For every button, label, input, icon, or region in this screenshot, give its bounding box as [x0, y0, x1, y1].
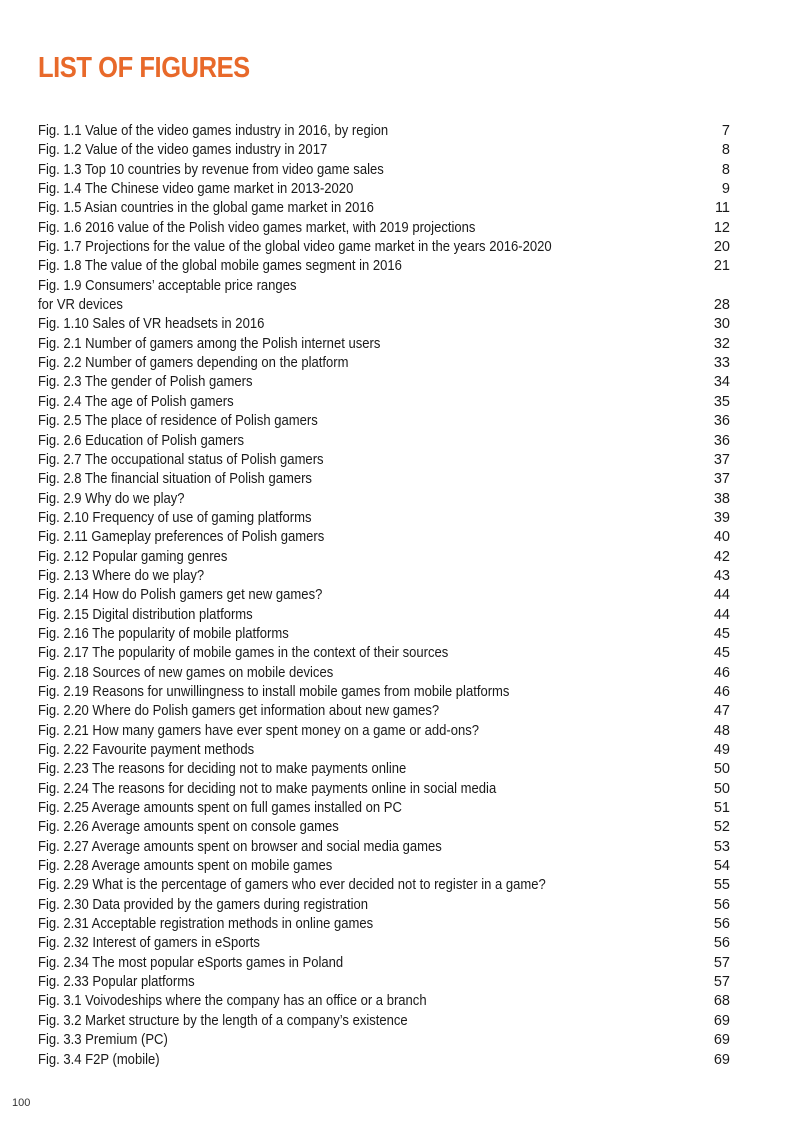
figure-page-number: 53	[713, 838, 730, 855]
figure-entry[interactable]	[38, 509, 730, 528]
figure-entry[interactable]	[38, 741, 730, 760]
figure-page-number: 48	[713, 722, 730, 739]
figure-entry[interactable]	[38, 799, 730, 818]
figure-entry[interactable]	[38, 1031, 730, 1050]
figure-entry[interactable]	[38, 199, 730, 218]
figure-title: Fig. 1.10 Sales of VR headsets in 2016	[38, 316, 265, 333]
figure-entry[interactable]	[38, 490, 730, 509]
figure-page-number: 38	[713, 490, 730, 507]
figure-title: Fig. 2.5 The place of residence of Polish gamers	[38, 413, 318, 430]
figure-entry[interactable]	[38, 548, 730, 567]
figure-entry[interactable]	[38, 412, 730, 431]
figure-title: Fig. 2.15 Digital distribution platforms	[38, 606, 253, 623]
figure-title: Fig. 2.33 Popular platforms	[38, 974, 195, 991]
figure-title: Fig. 2.21 How many gamers have ever spent money on a game or add-ons?	[38, 722, 480, 739]
figure-entry[interactable]	[38, 915, 730, 934]
figure-page-number: 54	[713, 858, 730, 875]
figure-page-number: 28	[713, 297, 730, 314]
figure-title: Fig. 2.29 What is the percentage of gamers who ever decided not to register in a game?	[38, 877, 546, 894]
figure-page-number: 11	[714, 200, 730, 217]
figure-page-number: 8	[721, 142, 730, 159]
figure-title: Fig. 1.3 Top 10 countries by revenue from video game sales	[38, 161, 384, 178]
figure-title: Fig. 1.2 Value of the video games industry in 2017	[38, 142, 328, 159]
figure-page-number: 21	[713, 258, 730, 275]
figure-page-number: 55	[713, 877, 730, 894]
figure-entry[interactable]	[38, 722, 730, 741]
figure-page-number: 12	[713, 219, 730, 236]
figure-entry[interactable]	[38, 760, 730, 779]
figure-entry[interactable]	[38, 373, 730, 392]
figure-entry[interactable]	[38, 238, 730, 257]
figure-title: Fig. 1.5 Asian countries in the global game market in 2016	[38, 200, 374, 217]
figure-entry[interactable]	[38, 528, 730, 547]
figure-title: Fig. 2.23 The reasons for deciding not to make payments online	[38, 761, 407, 778]
figure-title: Fig. 2.1 Number of gamers among the Polish internet users	[38, 335, 381, 352]
figure-page-number: 33	[713, 355, 730, 372]
figure-title: Fig. 2.14 How do Polish gamers get new games?	[38, 587, 323, 604]
figure-entry[interactable]	[38, 451, 730, 470]
figure-title: Fig. 2.13 Where do we play?	[38, 567, 205, 584]
figure-title: Fig. 3.2 Market structure by the length of a company’s existence	[38, 1012, 408, 1029]
figure-title: Fig. 2.32 Interest of gamers in eSports	[38, 935, 260, 952]
figure-title: Fig. 2.18 Sources of new games on mobile devices	[38, 664, 334, 681]
figure-entry[interactable]	[38, 625, 730, 644]
figure-page-number: 46	[713, 664, 730, 681]
figure-entry[interactable]	[38, 702, 730, 721]
figure-entry[interactable]	[38, 586, 730, 605]
figure-entry[interactable]	[38, 1051, 730, 1070]
figure-entry[interactable]	[38, 606, 730, 625]
figure-entry[interactable]	[38, 934, 730, 953]
figure-title: Fig. 2.3 The gender of Polish gamers	[38, 374, 253, 391]
figure-page-number: 32	[713, 335, 730, 352]
figure-page-number: 69	[713, 1051, 730, 1068]
figure-entry[interactable]	[38, 838, 730, 857]
figure-entry[interactable]	[38, 277, 730, 316]
figure-entry[interactable]	[38, 954, 730, 973]
figure-entry[interactable]	[38, 876, 730, 895]
figure-page-number: 44	[713, 606, 730, 623]
figure-page-number: 50	[713, 780, 730, 797]
figure-page-number: 37	[713, 451, 730, 468]
figure-entry[interactable]	[38, 122, 730, 141]
figure-page-number: 8	[721, 161, 730, 178]
figure-page-number: 43	[713, 567, 730, 584]
figure-title: Fig. 3.1 Voivodeships where the company has an office or a branch	[38, 993, 427, 1010]
figure-entry[interactable]	[38, 992, 730, 1011]
figure-title: Fig. 2.16 The popularity of mobile platforms	[38, 625, 289, 642]
figure-page-number: 56	[713, 916, 730, 933]
figure-page-number: 57	[713, 954, 730, 971]
figure-page-number: 36	[713, 432, 730, 449]
figure-page-number: 35	[713, 393, 730, 410]
figure-title: Fig. 2.20 Where do Polish gamers get information about new games?	[38, 703, 440, 720]
figure-entry[interactable]	[38, 257, 730, 276]
figure-entry[interactable]	[38, 161, 730, 180]
figure-title: Fig. 2.22 Favourite payment methods	[38, 742, 255, 758]
figure-page-number: 30	[713, 316, 730, 333]
figure-page-number: 69	[713, 1032, 730, 1049]
figure-title: Fig. 2.12 Popular gaming genres	[38, 548, 228, 565]
figure-entry[interactable]	[38, 644, 730, 663]
figure-page-number: 44	[713, 587, 730, 604]
figure-title: Fig. 2.9 Why do we play?	[38, 490, 185, 507]
figure-page-number: 37	[713, 471, 730, 488]
figure-title-continued: for VR devices	[38, 297, 123, 314]
figure-page-number: 36	[713, 413, 730, 430]
figure-entry[interactable]	[38, 780, 730, 799]
figure-entry[interactable]	[38, 180, 730, 199]
figure-title: Fig. 2.19 Reasons for unwillingness to install mobile games from mobile platforms	[38, 683, 510, 700]
figure-page-number: 52	[713, 819, 730, 836]
figure-title: Fig. 2.2 Number of gamers depending on the platform	[38, 355, 349, 372]
figure-title: Fig. 1.9 Consumers’ acceptable price ranges	[38, 277, 297, 294]
figure-title: Fig. 2.11 Gameplay preferences of Polish gamers	[38, 529, 325, 546]
figure-page-number: 34	[713, 374, 730, 391]
figure-page-number: 49	[713, 742, 730, 758]
figure-entry[interactable]	[38, 315, 730, 334]
figure-entry[interactable]	[38, 683, 730, 702]
figure-title: Fig. 2.30 Data provided by the gamers during registration	[38, 896, 369, 913]
figure-entry[interactable]	[38, 354, 730, 373]
figure-page-number: 39	[713, 509, 730, 526]
figure-entry[interactable]	[38, 432, 730, 451]
figure-page-number: 20	[713, 239, 730, 256]
figure-title: Fig. 1.6 2016 value of the Polish video games market, with 2019 projections	[38, 219, 476, 236]
figure-page-number: 51	[713, 800, 730, 817]
figure-entry[interactable]	[38, 141, 730, 160]
figure-title: Fig. 2.26 Average amounts spent on console games	[38, 819, 339, 836]
figure-title: Fig. 2.8 The financial situation of Polish gamers	[38, 471, 312, 488]
figure-page-number: 50	[713, 761, 730, 778]
figure-page-number: 42	[713, 548, 730, 565]
figure-title: Fig. 2.31 Acceptable registration methods in online games	[38, 916, 374, 933]
figure-title: Fig. 1.4 The Chinese video game market in 2013-2020	[38, 181, 354, 198]
figure-title: Fig. 2.17 The popularity of mobile games in the context of their sources	[38, 645, 449, 662]
figure-title: Fig. 1.8 The value of the global mobile games segment in 2016	[38, 258, 402, 275]
figure-page-number: 7	[721, 123, 730, 139]
figure-title: Fig. 2.28 Average amounts spent on mobile games	[38, 858, 333, 875]
figure-page-number: 9	[721, 181, 730, 198]
figure-title: Fig. 2.7 The occupational status of Polish gamers	[38, 451, 324, 468]
figure-title: Fig. 2.25 Average amounts spent on full games installed on PC	[38, 800, 402, 817]
figure-page-number: 45	[713, 645, 730, 662]
figure-entry[interactable]	[38, 470, 730, 489]
figure-entry[interactable]	[38, 567, 730, 586]
list-of-figures	[38, 122, 730, 1070]
figure-title: Fig. 1.7 Projections for the value of the global video game market in the years 2016-2020	[38, 239, 552, 256]
figure-page-number: 45	[713, 625, 730, 642]
figure-entry[interactable]	[38, 1012, 730, 1031]
figure-page-number: 56	[713, 935, 730, 952]
figure-entry[interactable]	[38, 393, 730, 412]
figure-page-number: 68	[713, 993, 730, 1010]
figure-title: Fig. 2.10 Frequency of use of gaming platforms	[38, 509, 312, 526]
figure-page-number: 46	[713, 683, 730, 700]
figure-entry[interactable]	[38, 896, 730, 915]
figure-title: Fig. 3.4 F2P (mobile)	[38, 1051, 160, 1068]
figure-page-number: 57	[713, 974, 730, 991]
figure-title: Fig. 2.6 Education of Polish gamers	[38, 432, 245, 449]
figure-entry[interactable]	[38, 664, 730, 683]
figure-title: Fig. 3.3 Premium (PC)	[38, 1032, 168, 1049]
figure-entry[interactable]	[38, 818, 730, 837]
figure-title: Fig. 1.1 Value of the video games industry in 2016, by region	[38, 123, 389, 139]
figure-title: Fig. 2.24 The reasons for deciding not to make payments online in social media	[38, 780, 497, 797]
figure-page-number: 56	[713, 896, 730, 913]
figure-entry[interactable]	[38, 219, 730, 238]
figure-page-number: 47	[713, 703, 730, 720]
figure-title: Fig. 2.4 The age of Polish gamers	[38, 393, 234, 410]
figure-title: Fig. 2.34 The most popular eSports games in Poland	[38, 954, 344, 971]
figure-page-number: 40	[713, 529, 730, 546]
page-number: 100	[12, 1097, 31, 1109]
figure-entry[interactable]	[38, 973, 730, 992]
figure-title: Fig. 2.27 Average amounts spent on browser and social media games	[38, 838, 442, 855]
figure-entry[interactable]	[38, 335, 730, 354]
figure-entry[interactable]	[38, 857, 730, 876]
figure-page-number: 69	[713, 1012, 730, 1029]
page-title: LIST OF FIGURES	[38, 52, 250, 84]
